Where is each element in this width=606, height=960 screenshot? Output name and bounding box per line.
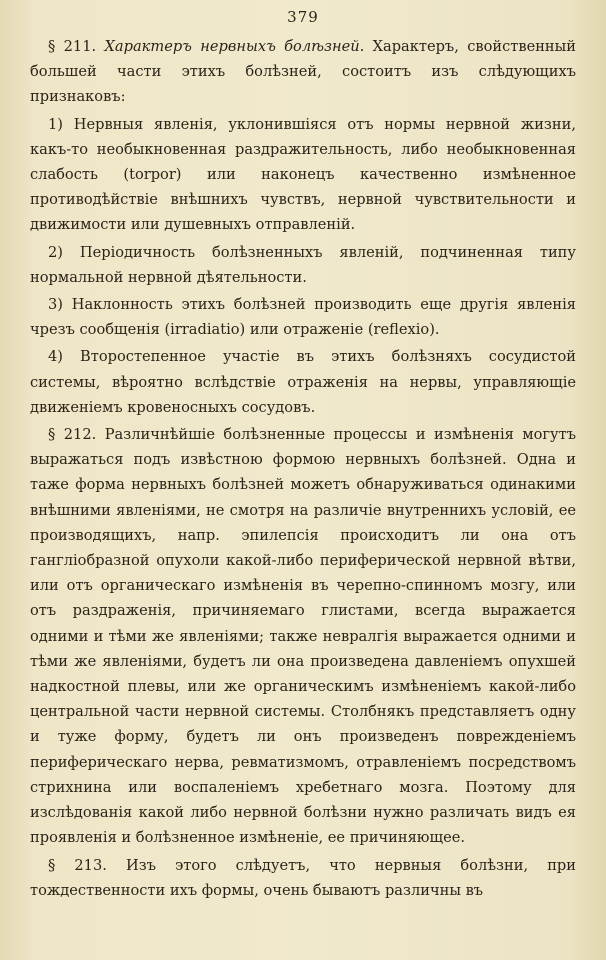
paragraph-text: Изъ этого слѣдуетъ, что нервныя болѣзни, при тождественности ихъ формы, очень бываютъ различны въ	[30, 856, 576, 899]
paragraph-item-4	[30, 344, 576, 420]
paragraph-section-212	[30, 422, 576, 850]
section-number: § 211.	[48, 38, 97, 55]
section-number: § 213.	[48, 856, 107, 874]
paragraph-item-3	[30, 292, 576, 342]
paragraph-text: Различнѣйшіе болѣзненные процессы и измѣненія могутъ выражаться подъ извѣстною формою нервныхъ болѣзней. Одна и таже форма нервныхъ болѣзней можетъ обнаруживаться одинакими внѣшними явленіями, не смотря на различіе внутреннихъ условій, ее производящихъ, напр. эпилепсія происходитъ ли она отъ гангліобразной опухоли какой-либо периферической нервной вѣтви, или отъ органическаго измѣненія въ черепно-спинномъ мозгу, или отъ раздраженія, причиняемаго глистами, всегда выражается одними и тѣми же явленіями; также невралгія выражается одними и тѣми же явленіями, будетъ ли она произведена давленіемъ опухшей надкостной плевы, или же органическимъ измѣненіемъ какой-либо центральной части нервной системы. Столбнякъ представляетъ одну и туже форму, будетъ ли онъ произведенъ поврежденіемъ периферическаго нерва, ревматизмомъ, отравленіемъ посредствомъ стрихнина или воспаленіемъ хребетнаго мозга. Поэтому для изслѣдованія какой либо нервной болѣзни нужно различать видъ ея проявленія и болѣзненное измѣненіе, ее причиняющее.	[30, 426, 577, 847]
paragraph-text: 1) Нервныя явленія, уклонившіяся отъ нормы нервной жизни, какъ-то необыкновенная раздражительность, либо необыкновенная слабость (torpor) или наконецъ качественно измѣненное противодѣйствіе внѣшнихъ чувствъ, нервной чувствительности и движимости или душевныхъ отправленій.	[30, 115, 576, 234]
section-title: Характеръ нервныхъ болѣзней.	[104, 38, 365, 55]
section-number: § 212.	[48, 426, 97, 444]
paragraph-text: 3) Наклонность этихъ болѣзней производить еще другія явленія чрезъ сообщенія (irradiatio) или отраженіе (reflexio).	[30, 296, 576, 339]
paragraph-section-213	[30, 853, 576, 903]
paragraph-text: 4) Второстепенное участіе въ этихъ болѣзняхъ сосудистой системы, вѣроятно вслѣдствіе отраженія на нервы, управляющіе движеніемъ кровеносныхъ сосудовъ.	[30, 348, 576, 416]
paragraph-text: 2) Періодичность болѣзненныхъ явленій, подчиненная типу нормальной нервной дѣятельности.	[30, 243, 576, 286]
paragraph-section-211	[30, 34, 576, 110]
paragraph-item-1	[30, 112, 576, 238]
paragraph-text: Характеръ, свойственный большей части этихъ болѣзней, состоитъ изъ слѣдующихъ признаковъ:	[30, 38, 577, 106]
page-number: 379	[287, 8, 319, 26]
paragraph-item-2	[30, 240, 576, 290]
